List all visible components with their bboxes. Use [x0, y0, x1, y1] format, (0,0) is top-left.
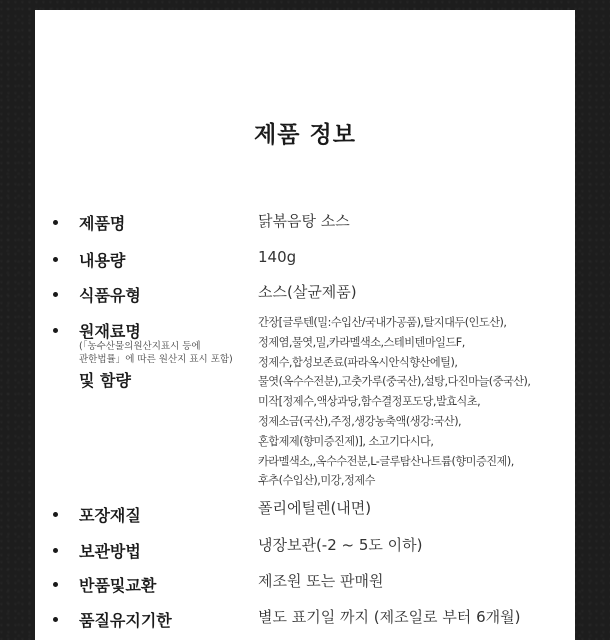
row-value: 별도 표기일 까지 (제조일로 부터 6개월)	[258, 608, 521, 626]
ingredient-line: 물엿(옥수수전분),고춧가루(중국산),설탕,다진마늘(중국산),	[258, 375, 531, 389]
row-label: 품질유지기한	[79, 611, 172, 630]
row-label: 반품및교환	[79, 576, 157, 595]
row-label: 보관방법	[79, 542, 141, 561]
ingredient-line: 카라멜색소,,옥수수전분,L-글루탐산나트륨(향미증진제),	[258, 454, 514, 468]
bullet-icon	[53, 292, 58, 297]
row-label: 제품명	[79, 214, 126, 233]
bullet-icon	[53, 220, 58, 225]
row-value: 제조원 또는 판매원	[258, 572, 384, 590]
row-label: 포장재질	[79, 506, 141, 525]
ingredients-list	[258, 313, 530, 491]
ingredient-line: 미작[정제수,액상과당,함수결정포도당,발효식초,	[258, 395, 481, 409]
row-value: 닭볶음탕 소스	[258, 212, 350, 230]
row-label: 원재료명	[79, 322, 141, 341]
page-title: 제품 정보	[254, 122, 356, 148]
ingredient-line: 후추(수입산),미강,정제수	[258, 474, 375, 488]
product-info-card	[35, 10, 575, 640]
row-label: 내용량	[79, 251, 126, 270]
origin-note-line: 관한법률」에 따른 원산지 표시 포함)	[79, 354, 233, 365]
ingredient-line: 정제소금(국산),주정,생강농축액(생강:국산),	[258, 414, 462, 428]
ingredient-line: 정제수,합성보존료(파라옥시안식향산에틸),	[258, 355, 458, 369]
bullet-icon	[53, 617, 58, 622]
bullet-icon	[53, 548, 58, 553]
ingredient-line: 간장[글루텐(밀:수입산/국내가공품),탈지대두(인도산),	[258, 316, 507, 329]
row-value: 140g	[258, 248, 297, 266]
origin-note-line: (「농수산물의원산지표시 등에	[79, 341, 201, 352]
bullet-icon	[53, 328, 58, 333]
bullet-icon	[53, 512, 58, 517]
row-label-sub: 및 함량	[79, 371, 131, 390]
ingredient-line: 정제염,물엿,밀,카라멜색소,스테비텐마일드F,	[258, 335, 465, 349]
ingredient-line: 혼합제제(향미증진제)], 소고기다시다,	[258, 434, 434, 448]
row-label: 식품유형	[79, 286, 141, 305]
bullet-icon	[53, 257, 58, 262]
row-value: 소스(살균제품)	[258, 283, 357, 301]
row-value: 냉장보관(-2 ~ 5도 이하)	[258, 536, 423, 554]
row-value: 폴리에틸렌(내면)	[258, 499, 372, 517]
bullet-icon	[53, 582, 58, 587]
